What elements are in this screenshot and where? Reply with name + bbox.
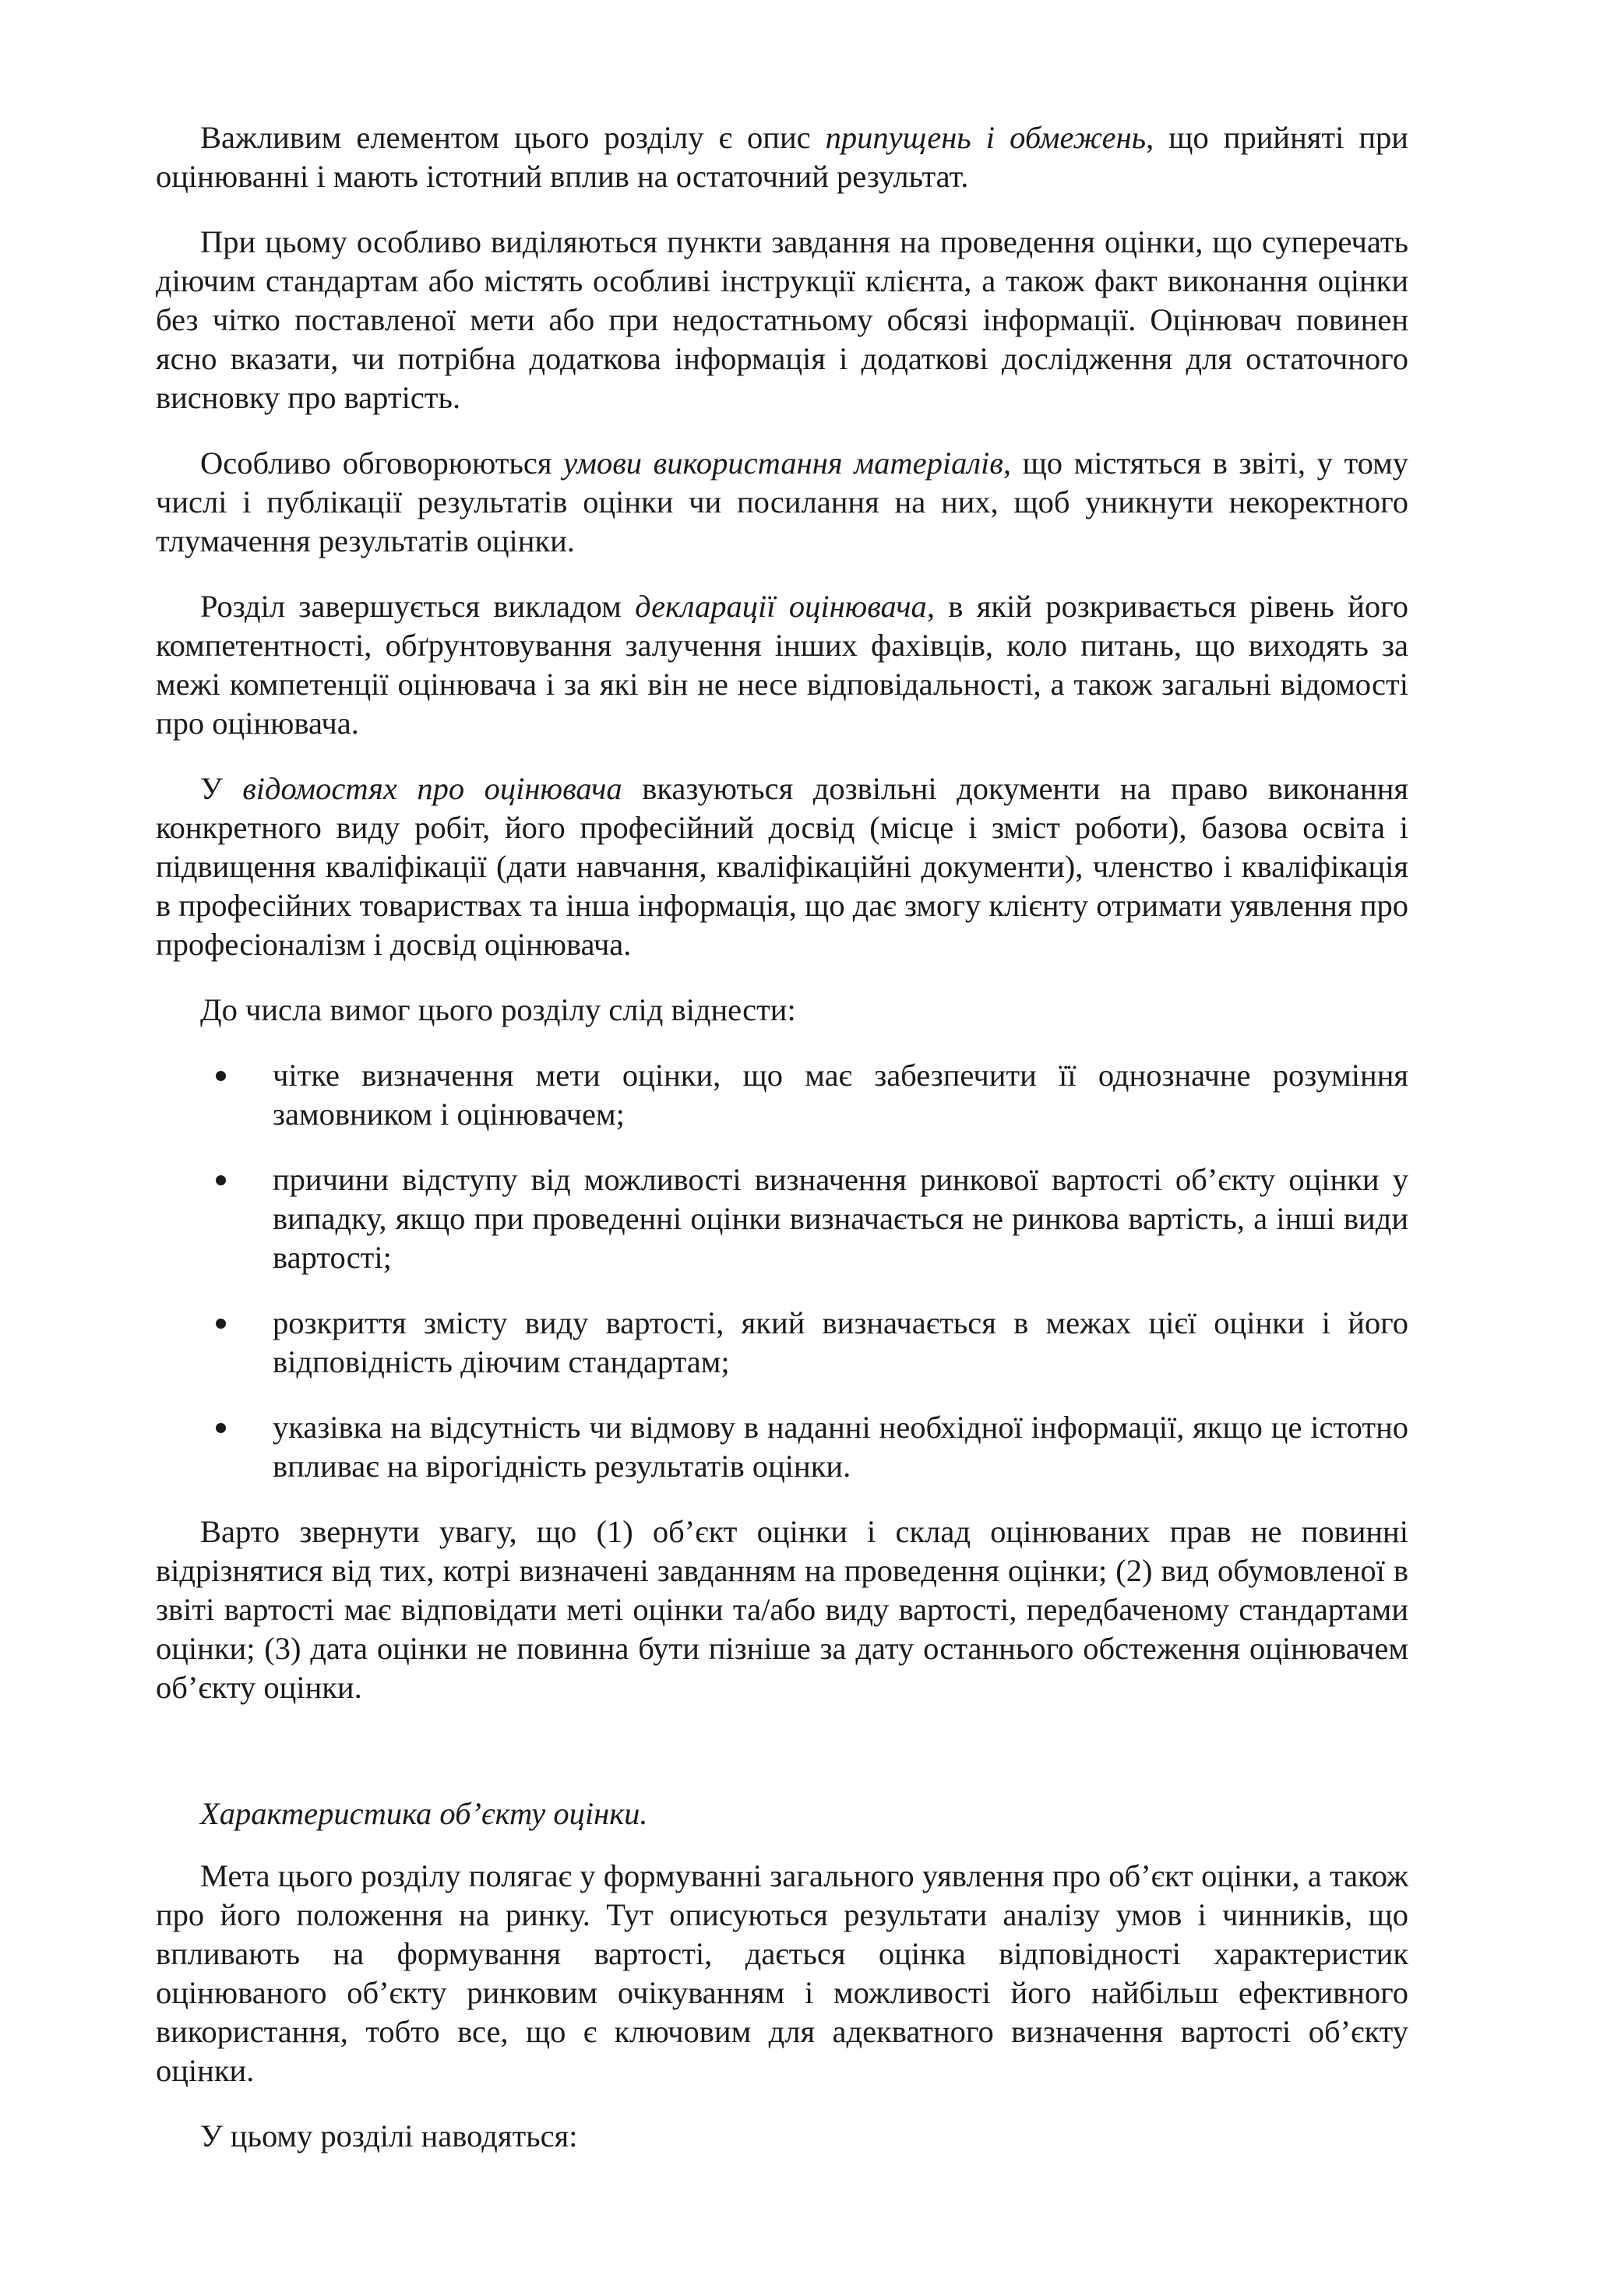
paragraph-requirements-intro: До числа вимог цього розділу слід віднести: <box>200 992 796 1027</box>
paragraph-appraiser-info: У відомостях про оцінювача вказуються дозвільні документи на право виконання конкретного виду робіт, його професійний досвід (місце і зміст роботи), базова освіта і підвищення кваліфікації (дати навчання, кваліфікаційні документи), членство і кваліфікація в професійних товариствах та інша інформація, що дає змогу клієнту отримати уявлення про професіоналізм і досвід оцінювача. <box>156 771 1409 962</box>
section-heading: Характеристика об’єкту оцінки. <box>200 1796 648 1831</box>
paragraph-task-points: При цьому особливо виділяються пункти завдання на проведення оцінки, що суперечать діючим стандартам або містять особливі інструкції клієнта, а також факт виконання оцінки без чітко поставленої мети або при недостатньому обсязі інформації. Оцінювач повинен ясно вказати, чи потрібна додаткова інформація і додаткові дослідження для остаточного висновку про вартість. <box>156 224 1408 415</box>
paragraph-usage-conditions: Особливо обговорюються умови використання матеріалів, що містяться в звіті, у тому числі і публікації результатів оцінки чи посилання на них, щоб уникнути некоректного тлумачення результатів оцінки. <box>156 445 1408 558</box>
bullet-dot-icon <box>216 1319 226 1329</box>
term-declaration: декларації оцінювача <box>635 589 927 624</box>
paragraph-declaration: Розділ завершується викладом декларації оцінювача, в якій розкривається рівень його компетентності, обґрунтовування залучення інших фахівців, коло питань, що виходять за межі компетенції оцінювача і за які він не несе відповідальності, а також загальні відомості про оцінювача. <box>156 589 1408 741</box>
paragraph-section-contents: У цьому розділі наводяться: <box>200 2118 578 2153</box>
bullet-dot-icon <box>216 1423 226 1433</box>
paragraph-attention: Варто звернути увагу, що (1) об’єкт оцінки і склад оцінюваних прав не повинні відрізнятися від тих, котрі визначені завданням на проведення оцінки; (2) вид обумовленої в звіті вартості має відповідати меті оцінки та/або виду вартості, передбаченому стандартами оцінки; (3) дата оцінки не повинна бути пізніше за дату останнього обстеження оцінювачем об’єкту оцінки. <box>156 1514 1408 1705</box>
list-item: чітке визначення мети оцінки, що має забезпечити її однозначне розуміння замовником і оцінювачем; <box>156 1056 1408 1134</box>
term-assumptions: припущень і обмежень <box>825 120 1147 155</box>
list-item: указівка на відсутність чи відмову в наданні необхідної інформації, якщо це істотно впливає на вірогідність результатів оцінки. <box>156 1408 1408 1486</box>
paragraph-section-purpose: Мета цього розділу полягає у формуванні загального уявлення про об’єкт оцінки, а також про його положення на ринку. Тут описуються результати аналізу умов і чинників, що впливають на формування вартості, дається оцінка відповідності характеристик оцінюваного об’єкту ринковим очікуванням і можливості його найбільш ефективного використання, тобто все, що є ключовим для адекватного визначення вартості об’єкту оцінки. <box>156 1858 1408 2088</box>
bullet-dot-icon <box>216 1175 226 1185</box>
list-item: причини відступу від можливості визначення ринкової вартості об’єкту оцінки у випадку, якщо при проведенні оцінки визначається не ринкова вартість, а інші види вартості; <box>156 1160 1408 1277</box>
list-item: розкриття змісту виду вартості, який визначається в межах цієї оцінки і його відповідність діючим стандартам; <box>156 1304 1408 1382</box>
paragraph-assumptions: Важливим елементом цього розділу є опис припущень і обмежень, що прийняті при оцінюванні і мають істотний вплив на остаточний результат. <box>156 120 1408 194</box>
bullet-dot-icon <box>216 1071 226 1081</box>
term-usage-conditions: умови використання матеріалів <box>563 445 1003 481</box>
requirements-list <box>156 1056 1408 1486</box>
term-appraiser-info: відомостях про оцінювача <box>242 771 622 806</box>
